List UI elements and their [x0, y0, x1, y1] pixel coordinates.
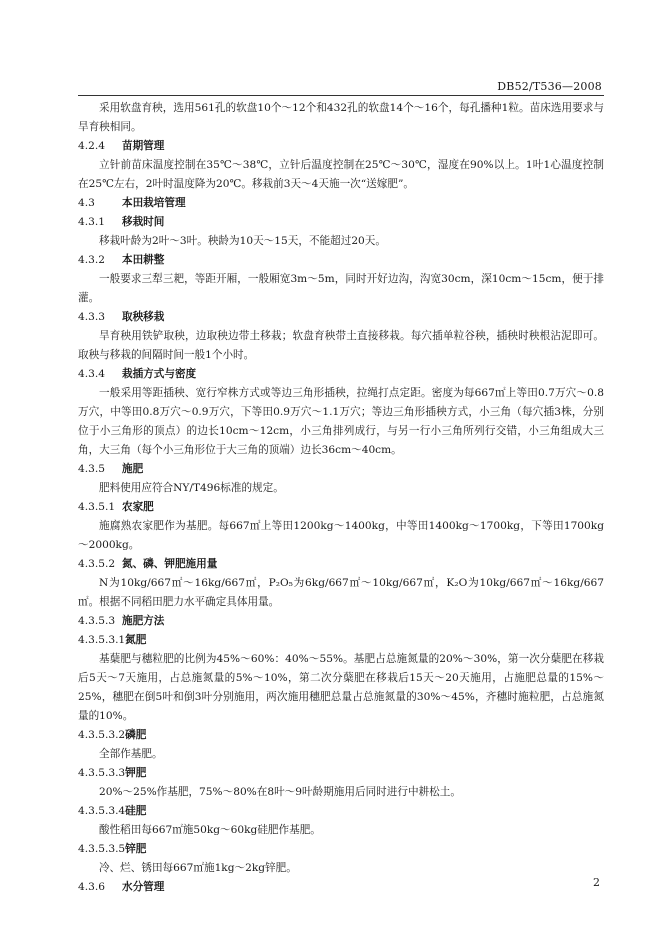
paragraph: 移栽叶龄为2叶～3叶。秧龄为10天～15天，不能超过20天。 — [99, 235, 386, 247]
paragraph: N为10kg/667㎡～16kg/667㎡，P₂O₅为6kg/667㎡～10kg/667㎡，K₂O为10kg/667㎡～16kg/667㎡。根据不同稻田肥力水平确定具体用量。 — [78, 577, 604, 608]
paragraph: 冷、烂、锈田每667㎡施1kg～2kg锌肥。 — [99, 862, 297, 874]
section-number: 4.3.5 — [78, 463, 105, 475]
section-heading — [78, 612, 604, 631]
section-title: 水分管理 — [122, 881, 165, 893]
page-number: 2 — [593, 876, 600, 889]
paragraph: 酸性稻田每667㎡施50kg～60kg硅肥作基肥。 — [99, 824, 321, 836]
section-number: 4.3.5.1 — [78, 501, 116, 513]
paragraph: 旱育秧用铁铲取秧，边取秧边带土移栽；软盘育秧带土直接移栽。每穴插单粒谷秧，插秧时秧根沾泥即可。取秧与移栽的间隔时间一般1个小时。 — [78, 330, 604, 361]
section-number: 4.3.1 — [78, 216, 105, 228]
section-heading — [78, 555, 604, 574]
paragraph: 采用软盘育秧，选用561孔的软盘10个～12个和432孔的软盘14个～16个，每孔播种1粒。苗床选用要求与旱育秧相同。 — [78, 102, 604, 133]
paragraph: 基蘖肥与穗粒肥的比例为45%～60%：40%～55%。基肥占总施氮量的20%～30%，第一次分蘖肥在移栽后5天～7天施用，占总施氮量的5%～10%，第二次分蘖肥在移栽后15天～20天施用，占施肥总量的15%～25%，穗肥在倒5叶和倒3叶分别施用，两次施用穗肥总量占总施氮量的30%～45%，齐穗时施粒肥，占总施氮量的10%。 — [78, 653, 604, 722]
section-title: 磷肥 — [125, 729, 147, 741]
section-title: 农家肥 — [122, 501, 154, 513]
section-number: 4.3.5.2 — [78, 558, 116, 570]
section-title: 苗期管理 — [122, 140, 165, 152]
paragraph: 立针前苗床温度控制在35℃～38℃，立针后温度控制在25℃～30℃，湿度在90%以上。1叶1心温度控制在25℃左右，2叶时温度降为20℃。移栽前3天～4天施一次“送嫁肥”。 — [78, 159, 604, 190]
section-heading — [78, 840, 604, 859]
section-number: 4.3.5.3 — [78, 615, 116, 627]
section-heading — [78, 631, 604, 650]
section-number: 4.3.3 — [78, 311, 105, 323]
section-heading — [78, 308, 604, 327]
section-title: 取秧移栽 — [122, 311, 165, 323]
section-title: 本田耕整 — [122, 254, 165, 266]
section-heading — [78, 802, 604, 821]
section-title: 硅肥 — [125, 805, 147, 817]
section-number: 4.3.2 — [78, 254, 105, 266]
section-title: 锌肥 — [125, 843, 147, 855]
section-title: 氮肥 — [125, 634, 147, 646]
section-title: 施肥方法 — [122, 615, 165, 627]
section-number: 4.3 — [78, 197, 95, 209]
section-title: 氮、磷、钾肥施用量 — [122, 558, 218, 570]
section-number: 4.3.6 — [78, 881, 105, 893]
section-number: 4.2.4 — [78, 140, 105, 152]
section-number: 4.3.5.3.1 — [78, 634, 126, 646]
section-title: 栽插方式与密度 — [122, 368, 197, 380]
document-body — [78, 99, 604, 897]
section-title: 移栽时间 — [122, 216, 165, 228]
section-heading — [78, 460, 604, 479]
section-heading — [78, 137, 604, 156]
section-number: 4.3.4 — [78, 368, 105, 380]
section-heading — [78, 878, 604, 897]
section-heading — [78, 213, 604, 232]
section-title: 本田栽培管理 — [122, 197, 186, 209]
header-rule — [78, 95, 604, 96]
paragraph: 一般要求三犁三耙，等距开厢，一般厢宽3m～5m，同时开好边沟，沟宽30cm，深10cm～15cm，便于排灌。 — [78, 273, 604, 304]
section-number: 4.3.5.3.5 — [78, 843, 126, 855]
section-heading — [78, 365, 604, 384]
paragraph: 全部作基肥。 — [99, 748, 163, 760]
section-heading — [78, 726, 604, 745]
section-heading — [78, 764, 604, 783]
section-number: 4.3.5.3.4 — [78, 805, 126, 817]
section-heading — [78, 194, 604, 213]
paragraph: 肥料使用应符合NY/T496标准的规定。 — [99, 482, 284, 494]
section-number: 4.3.5.3.3 — [78, 767, 126, 779]
paragraph: 20%～25%作基肥，75%～80%在8叶～9叶龄期施用后同时进行中耕松土。 — [99, 786, 461, 798]
section-number: 4.3.5.3.2 — [78, 729, 126, 741]
section-title: 钾肥 — [125, 767, 147, 779]
section-heading — [78, 251, 604, 270]
standard-code: DB52/T536—2008 — [497, 80, 602, 93]
paragraph: 一般采用等距插秧、宽行窄株方式或等边三角形插秧，拉绳打点定距。密度为每667㎡上等田0.7万穴～0.8万穴，中等田0.8万穴～0.9万穴，下等田0.9万穴～1.1万穴；等边三角形插秧方式，小三角（每穴插3株，分别位于小三角形的顶点）的边长10cm～12cm，小三角排列成行，与另一行小三角所列行交错，小三角组成大三角，大三角（每个小三角形位于大三角的顶端）边长36cm～40cm。 — [78, 387, 604, 456]
section-title: 施肥 — [122, 463, 144, 475]
paragraph: 施腐熟农家肥作为基肥。每667㎡上等田1200kg～1400kg，中等田1400kg～1700kg，下等田1700kg～2000kg。 — [78, 520, 604, 551]
section-heading — [78, 498, 604, 517]
